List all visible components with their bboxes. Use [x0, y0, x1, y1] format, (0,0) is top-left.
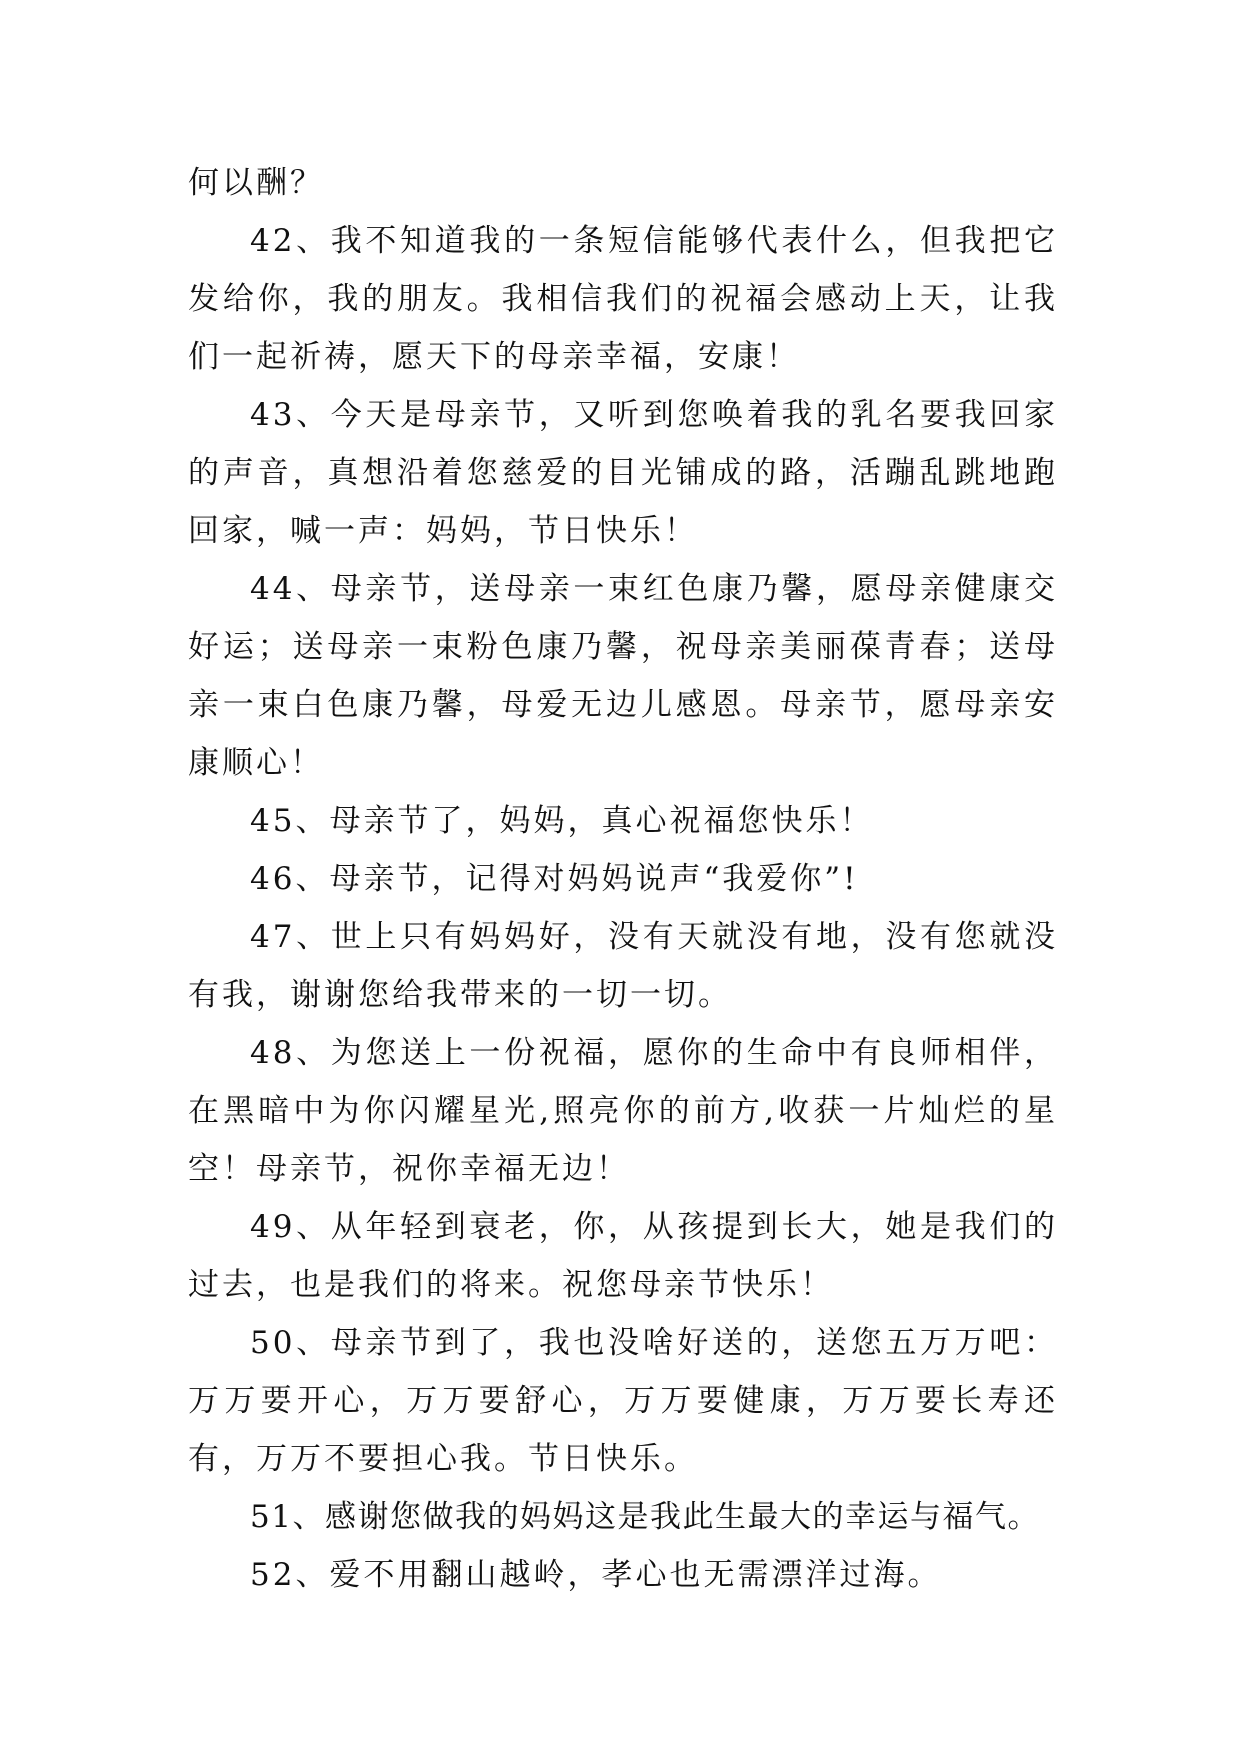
paragraph-50: 50、母亲节到了，我也没啥好送的，送您五万万吧：万万要开心，万万要舒心，万万要健康，万万要长寿还有，万万不要担心我。节日快乐。: [188, 1325, 1058, 1477]
document-body: [188, 154, 1058, 1604]
paragraph-51: 51、感谢您做我的妈妈这是我此生最大的幸运与福气。: [250, 1499, 1040, 1535]
paragraph-52: 52、爱不用翻山越岭，孝心也无需漂洋过海。: [250, 1557, 942, 1593]
paragraph-46: 46、母亲节，记得对妈妈说声“我爱你”!: [250, 861, 859, 897]
paragraph-44: 44、母亲节，送母亲一束红色康乃馨，愿母亲健康交好运；送母亲一束粉色康乃馨，祝母亲美丽葆青春；送母亲一束白色康乃馨，母爱无边儿感恩。母亲节，愿母亲安康顺心！: [188, 571, 1058, 781]
paragraph-47: 47、世上只有妈妈好，没有天就没有地，没有您就没有我，谢谢您给我带来的一切一切。: [188, 919, 1058, 1013]
paragraph-42: 42、我不知道我的一条短信能够代表什么，但我把它发给你，我的朋友。我相信我们的祝福会感动上天，让我们一起祈祷，愿天下的母亲幸福，安康！: [188, 223, 1058, 375]
paragraph-48: 48、为您送上一份祝福，愿你的生命中有良师相伴，在黑暗中为你闪耀星光,照亮你的前方,收获一片灿烂的星空！母亲节，祝你幸福无边！: [188, 1035, 1058, 1187]
paragraph-49: 49、从年轻到衰老，你，从孩提到长大，她是我们的过去，也是我们的将来。祝您母亲节快乐！: [188, 1209, 1058, 1303]
paragraph-43: 43、今天是母亲节，又听到您唤着我的乳名要我回家的声音，真想沿着您慈爱的目光铺成的路，活蹦乱跳地跑回家，喊一声：妈妈，节日快乐！: [188, 397, 1058, 549]
paragraph-continuation: 何以酬？: [188, 165, 324, 201]
paragraph-45: 45、母亲节了，妈妈，真心祝福您快乐！: [250, 803, 874, 839]
